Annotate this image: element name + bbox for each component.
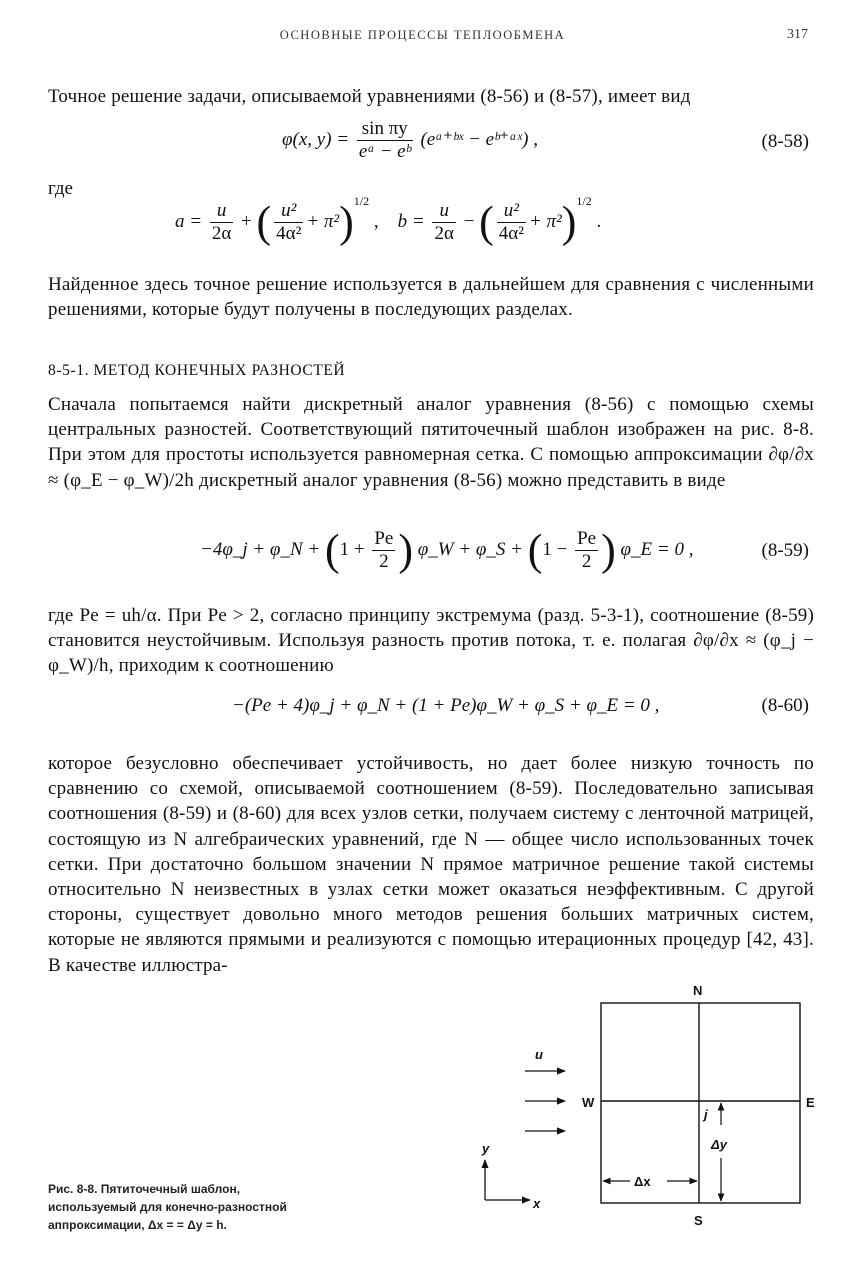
equation-8-59: −4φ_j + φ_N + (1 + $\frac{Pe}{2}$ ) φ_W + φ_S + (1 − $\frac{Pe}{2}$ ) φ_E = 0 , (200, 525, 694, 575)
dx-label: Δx (634, 1174, 651, 1189)
node-j-label: j (704, 1107, 708, 1122)
node-e-label: E (806, 1095, 815, 1110)
eq59-mid: φ_W + φ_S + (417, 538, 523, 560)
equation-number-8-58: (8-58) (761, 131, 809, 152)
equation-8-60: −(Pe + 4)φ_j + φ_N + (1 + Pe)φ_W + φ_S + φ_E = 0 , (232, 695, 660, 716)
b-inner-frac (497, 200, 526, 245)
a-inner-frac (274, 200, 303, 245)
pe-paragraph: где Pe = uh/α. При Pe > 2, согласно принципу экстремума (разд. 5-3-1), соотношение (8-59) становится неустойчивым. Используя разность против потока, т. е. полагая ∂φ/∂x ≈ (φ_j − φ_W)/h, приходим к соотношению (48, 605, 814, 677)
b-frac (432, 200, 455, 245)
method-paragraph: Сначала попытаемся найти дискретный аналог уравнения (8-56) с помощью схемы центральных разностей. Соответствующий пятиточечный шаблон изображен на рис. 8-8. При этом для простоты используется равномерная сетка. С помощью аппроксимации ∂φ/∂x ≈ (φ_E − φ_W)/2h дискретный аналог уравнения (8-56) можно представить в виде (48, 394, 814, 491)
eq58-numerator: sin πy (357, 118, 413, 141)
where-label: где (48, 178, 73, 199)
a-frac-den: 2α (211, 223, 232, 245)
axis-y-label: y (482, 1141, 490, 1156)
stability-paragraph: которое безусловно обеспечивает устойчивость, но дает более низкую точность по сравнению со схемой, описываемой соотношением (8-59). Последовательно записывая соотношения (8-59) и (8-60) для всех узлов сетки, получаем систему с ленточной матрицей, состоящую из N алгебраических уравнений, где N — общее число использованных точек сетки. При достаточно большом значении N прямое матричное решение такой системы относительно N неизвестных в узлах сетки может оказаться неэффективным. С другой стороны, существует довольно много методов решения больших матричных систем, которые не являются прямыми и реализуются с помощью итерационных процедур [42, 43]. В качестве иллюстра- (48, 753, 814, 976)
eq59-pe-num-2: Pe (577, 528, 597, 549)
b-inner-num: u² (497, 200, 526, 223)
stencil-grid-frame (601, 1003, 800, 1203)
figure-caption: Рис. 8-8. Пятиточечный шаблон, используемый для конечно-разностной аппроксимации, Δx = = Δy = h. (48, 1182, 287, 1232)
eq59-start: −4φ_j + φ_N + (200, 538, 321, 560)
dy-label: Δy (711, 1137, 727, 1152)
eq59-end: φ_E = 0 , (620, 538, 694, 560)
axis-x-label: x (533, 1196, 541, 1211)
found-paragraph: Найденное здесь точное решение используется в дальнейшем для сравнения с численными решениями, которые будут получены в последующих разделах. (48, 274, 814, 321)
eq59-pe-den-2: 2 (581, 551, 592, 572)
eq58-fraction (357, 118, 413, 163)
a-frac (210, 200, 233, 245)
a-inner-num: u² (274, 200, 303, 223)
section-title: 8-5-1. МЕТОД КОНЕЧНЫХ РАЗНОСТЕЙ (48, 362, 346, 379)
eq58-denominator: eᵃ − eᵇ (358, 141, 411, 162)
page-number: 317 (787, 27, 808, 42)
equation-number-8-59: (8-59) (761, 540, 809, 561)
node-w-label: W (582, 1095, 595, 1110)
a-lhs: a = (175, 211, 203, 232)
eq59-pe-frac-1 (372, 528, 395, 573)
b-power: 1/2 (576, 194, 592, 208)
a-power: 1/2 (353, 194, 370, 208)
eq59-one-minus: 1 − (542, 538, 568, 560)
node-s-label: S (694, 1213, 703, 1228)
eq58-rhs: (eᵃ⁺ᵇˣ − eᵇ⁺ᵃˣ) , (420, 128, 538, 150)
b-inner-den: 4α² (498, 223, 524, 245)
b-lhs: b = (397, 211, 425, 232)
intro-paragraph: Точное решение задачи, описываемой уравнениями (8-56) и (8-57), имеет вид (48, 86, 691, 107)
node-n-label: N (693, 983, 703, 998)
a-inner-den: 4α² (276, 223, 302, 245)
five-point-stencil-figure (470, 975, 820, 1245)
a-pi-term: + π² (306, 211, 340, 232)
eq58-lhs: φ(x, y) = (282, 128, 350, 150)
eq59-pe-den-1: 2 (379, 551, 389, 572)
equation-number-8-60: (8-60) (761, 695, 809, 716)
equation-a-b: a = $\frac{u}{2\alpha}$ + ( $\frac{\text{u²}}{\text{4α²}}$ + π²)$^{1/2}$ , b = $\frac{u}{2\alpha}$ − ( $\frac{\text{u²}}{\text{4α²}}$ + π²)$^{1/2}$ . (175, 194, 602, 247)
a-frac-num: u (210, 200, 233, 223)
b-frac-den: 2α (434, 223, 454, 245)
eq59-one-plus: 1 + (339, 538, 365, 560)
b-pi-term: + π² (528, 211, 562, 232)
eq59-pe-frac-2 (575, 528, 598, 573)
eq59-pe-num-1: Pe (374, 528, 394, 549)
b-frac-num: u (432, 200, 455, 223)
equation-8-58 (282, 118, 538, 163)
flow-u-label: u (535, 1047, 543, 1062)
running-header: ОСНОВНЫЕ ПРОЦЕССЫ ТЕПЛООБМЕНА (279, 28, 566, 42)
